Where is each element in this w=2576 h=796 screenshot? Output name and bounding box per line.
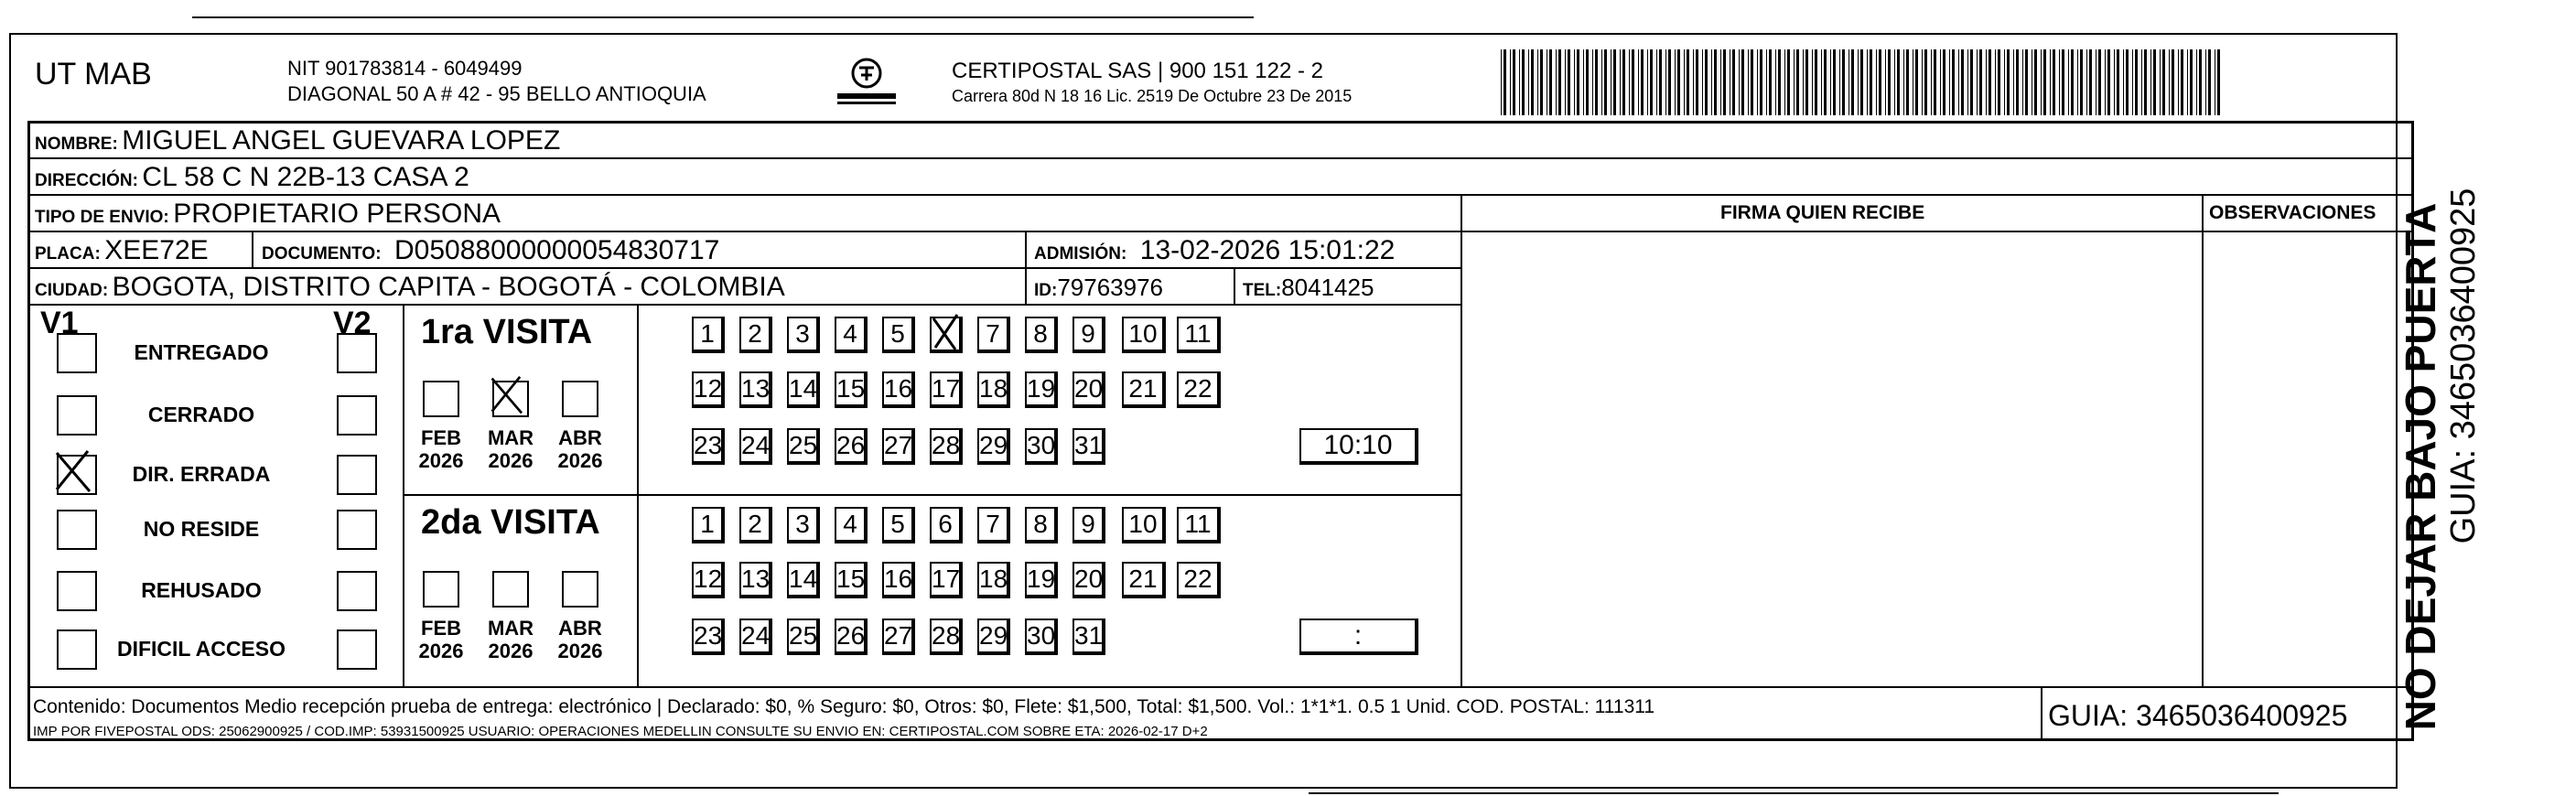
nombre-value: MIGUEL ANGEL GUEVARA LOPEZ [122, 125, 561, 156]
month-checkbox[interactable] [492, 381, 529, 417]
day-box-7[interactable]: 7 [977, 507, 1010, 543]
month-name: ABR [558, 426, 602, 449]
row-line [27, 157, 2414, 159]
col-line [2041, 686, 2042, 741]
month-checkbox[interactable] [423, 381, 459, 417]
month-label [483, 426, 538, 473]
day-box-10[interactable]: 10 [1122, 317, 1166, 353]
day-box-17[interactable]: 17 [930, 562, 963, 598]
barcode [1501, 49, 2224, 115]
month-label [483, 617, 538, 663]
row-line [27, 304, 1462, 306]
status-label: DIR. ERRADA [132, 462, 271, 486]
bottom-rule [1309, 792, 2279, 794]
day-box-8[interactable]: 8 [1025, 507, 1058, 543]
month-year: 2026 [418, 640, 464, 663]
month-year: 2026 [418, 449, 464, 473]
day-box-15[interactable]: 15 [835, 562, 868, 598]
month-checkbox[interactable] [562, 381, 598, 417]
day-box-6[interactable] [930, 317, 963, 353]
month-label [553, 617, 608, 663]
day-box-12[interactable]: 12 [692, 371, 725, 408]
day-box-26[interactable]: 26 [835, 619, 868, 655]
placa-label: PLACA: [35, 244, 101, 264]
day-box-23[interactable]: 23 [692, 619, 725, 655]
day-box-2[interactable]: 2 [739, 317, 772, 353]
ciudad-row [35, 274, 785, 301]
day-box-31[interactable]: 31 [1072, 619, 1105, 655]
month-label [553, 426, 608, 473]
tel-value: 8041425 [1281, 274, 1374, 301]
day-box-11[interactable]: 11 [1177, 317, 1221, 353]
month-checkbox[interactable] [492, 571, 529, 608]
day-box-15[interactable]: 15 [835, 371, 868, 408]
day-box-18[interactable]: 18 [977, 562, 1010, 598]
tipo-row [35, 200, 501, 228]
day-box-3[interactable]: 3 [787, 317, 820, 353]
day-box-14[interactable]: 14 [787, 562, 820, 598]
day-box-1[interactable]: 1 [692, 317, 725, 353]
day-box-30[interactable]: 30 [1025, 619, 1058, 655]
day-box-25[interactable]: 25 [787, 428, 820, 465]
day-box-23[interactable]: 23 [692, 428, 725, 465]
row-line [27, 231, 2414, 232]
visit-title: 1ra VISITA [421, 313, 593, 351]
month-year: 2026 [557, 449, 603, 473]
side-warning: NO DEJAR BAJO PUERTA [2397, 202, 2444, 731]
day-box-2[interactable]: 2 [739, 507, 772, 543]
day-box-8[interactable]: 8 [1025, 317, 1058, 353]
month-label [414, 426, 469, 473]
direccion-value: CL 58 C N 22B-13 CASA 2 [142, 162, 469, 192]
documento-value: D05088000000054830717 [394, 235, 720, 265]
day-box-16[interactable]: 16 [882, 371, 915, 408]
day-box-22[interactable]: 22 [1177, 371, 1221, 408]
day-box-9[interactable]: 9 [1072, 317, 1105, 353]
documento-row [262, 237, 719, 264]
day-box-22[interactable]: 22 [1177, 562, 1221, 598]
ciudad-label: CIUDAD: [35, 281, 109, 300]
day-box-16[interactable]: 16 [882, 562, 915, 598]
month-year: 2026 [488, 449, 534, 473]
admision-row [1034, 237, 1395, 264]
documento-label: DOCUMENTO: [262, 244, 382, 264]
day-box-29[interactable]: 29 [977, 619, 1010, 655]
day-box-30[interactable]: 30 [1025, 428, 1058, 465]
sender-name: UT MAB [35, 57, 152, 91]
col-line [2202, 194, 2204, 688]
day-box-19[interactable]: 19 [1025, 371, 1058, 408]
id-row [1034, 275, 1163, 299]
day-box-20[interactable]: 20 [1072, 371, 1105, 408]
v2-label: V2 [333, 306, 372, 340]
row-line [403, 494, 1462, 496]
row-line [27, 267, 1462, 269]
day-box-29[interactable]: 29 [977, 428, 1010, 465]
day-box-19[interactable]: 19 [1025, 562, 1058, 598]
admision-label: ADMISIÓN: [1034, 244, 1127, 264]
footer-contenido: Contenido: Documentos Medio recepción prueba de entrega: electrónico | Declarado: $0, % Seguro: $0, Otros: $0, Flete: $1,500, Total: $1,500. Vol.: 1*1*1. 0.5 1 Unid. COD. POSTAL: 111311 [33, 696, 1655, 717]
tipo-value: PROPIETARIO PERSONA [173, 199, 501, 229]
nombre-label: NOMBRE: [35, 134, 118, 154]
placa-row [35, 237, 209, 264]
carrier-license: Carrera 80d N 18 16 Lic. 2519 De Octubre 23 De 2015 [952, 87, 1353, 105]
footer-imp: IMP POR FIVEPOSTAL ODS: 25062900925 / COD.IMP: 53931500925 USUARIO: OPERACIONES MEDELLIN CONSULTE SU ENVIO EN: CERTIPOSTAL.COM SOBRE ETA: 2026-02-17 D+2 [33, 724, 1208, 739]
id-value: 79763976 [1057, 274, 1164, 301]
day-box-7[interactable]: 7 [977, 317, 1010, 353]
day-box-5[interactable]: 5 [882, 507, 915, 543]
day-box-4[interactable]: 4 [835, 317, 868, 353]
month-checkbox[interactable] [562, 571, 598, 608]
sender-address: DIAGONAL 50 A # 42 - 95 BELLO ANTIOQUIA [287, 82, 706, 105]
col-line [1460, 194, 1462, 688]
day-box-17[interactable]: 17 [930, 371, 963, 408]
day-box-27[interactable]: 27 [882, 428, 915, 465]
col-line [1025, 231, 1027, 304]
direccion-label: DIRECCIÓN: [35, 171, 138, 190]
visit-time-box[interactable]: : [1299, 619, 1418, 655]
sender-nit: NIT 901783814 - 6049499 [287, 57, 523, 80]
v1-label: V1 [40, 306, 79, 340]
certipostal-logo [835, 55, 899, 110]
day-box-21[interactable]: 21 [1122, 371, 1166, 408]
row-line [27, 194, 2414, 196]
placa-value: XEE72E [104, 235, 209, 265]
day-box-9[interactable]: 9 [1072, 507, 1105, 543]
month-name: MAR [487, 617, 534, 640]
carrier-name: CERTIPOSTAL SAS | 900 151 122 - 2 [952, 59, 1323, 83]
month-checkbox[interactable] [423, 571, 459, 608]
month-name: FEB [421, 426, 461, 449]
day-box-21[interactable]: 21 [1122, 562, 1166, 598]
day-box-18[interactable]: 18 [977, 371, 1010, 408]
day-box-28[interactable]: 28 [930, 428, 963, 465]
side-guia: GUIA: 3465036400925 [2444, 188, 2483, 544]
observaciones-label: OBSERVACIONES [2209, 202, 2377, 223]
day-box-4[interactable]: 4 [835, 507, 868, 543]
day-box-12[interactable]: 12 [692, 562, 725, 598]
day-box-13[interactable]: 13 [739, 371, 772, 408]
col-line [637, 304, 639, 686]
month-name: ABR [558, 617, 602, 640]
day-box-31[interactable]: 31 [1072, 428, 1105, 465]
footer-guia: GUIA: 3465036400925 [2048, 699, 2348, 732]
day-box-26[interactable]: 26 [835, 428, 868, 465]
month-year: 2026 [557, 640, 603, 663]
id-label: ID: [1034, 281, 1058, 300]
day-box-24[interactable]: 24 [739, 619, 772, 655]
top-rule [192, 16, 1254, 18]
status-label: NO RESIDE [143, 517, 260, 541]
day-box-6[interactable]: 6 [930, 507, 963, 543]
row-line [27, 686, 2414, 688]
ciudad-value: BOGOTA, DISTRITO CAPITA - BOGOTÁ - COLOMBIA [112, 272, 785, 302]
day-box-1[interactable]: 1 [692, 507, 725, 543]
month-year: 2026 [488, 640, 534, 663]
admision-value: 13-02-2026 15:01:22 [1139, 235, 1396, 265]
status-label: DIFICIL ACCESO [116, 637, 286, 661]
status-label: CERRADO [147, 403, 255, 426]
month-name: FEB [421, 617, 461, 640]
tipo-label: TIPO DE ENVIO: [35, 208, 169, 227]
day-box-14[interactable]: 14 [787, 371, 820, 408]
tel-row [1243, 275, 1374, 299]
visit-time-box[interactable]: 10:10 [1299, 428, 1418, 465]
day-box-27[interactable]: 27 [882, 619, 915, 655]
col-line [1234, 267, 1235, 304]
direccion-row [35, 164, 469, 191]
month-name: MAR [487, 426, 534, 449]
day-box-11[interactable]: 11 [1177, 507, 1221, 543]
status-label: ENTREGADO [134, 340, 269, 364]
day-box-10[interactable]: 10 [1122, 507, 1166, 543]
day-box-20[interactable]: 20 [1072, 562, 1105, 598]
visit-title: 2da VISITA [421, 503, 600, 542]
day-box-3[interactable]: 3 [787, 507, 820, 543]
tel-label: TEL: [1243, 281, 1282, 300]
day-box-24[interactable]: 24 [739, 428, 772, 465]
nombre-row [35, 127, 560, 155]
day-box-28[interactable]: 28 [930, 619, 963, 655]
day-box-5[interactable]: 5 [882, 317, 915, 353]
day-box-25[interactable]: 25 [787, 619, 820, 655]
day-box-13[interactable]: 13 [739, 562, 772, 598]
status-label: REHUSADO [141, 578, 262, 602]
col-line [403, 304, 404, 686]
col-line [252, 231, 253, 267]
month-label [414, 617, 469, 663]
firma-label: FIRMA QUIEN RECIBE [1720, 202, 1925, 223]
